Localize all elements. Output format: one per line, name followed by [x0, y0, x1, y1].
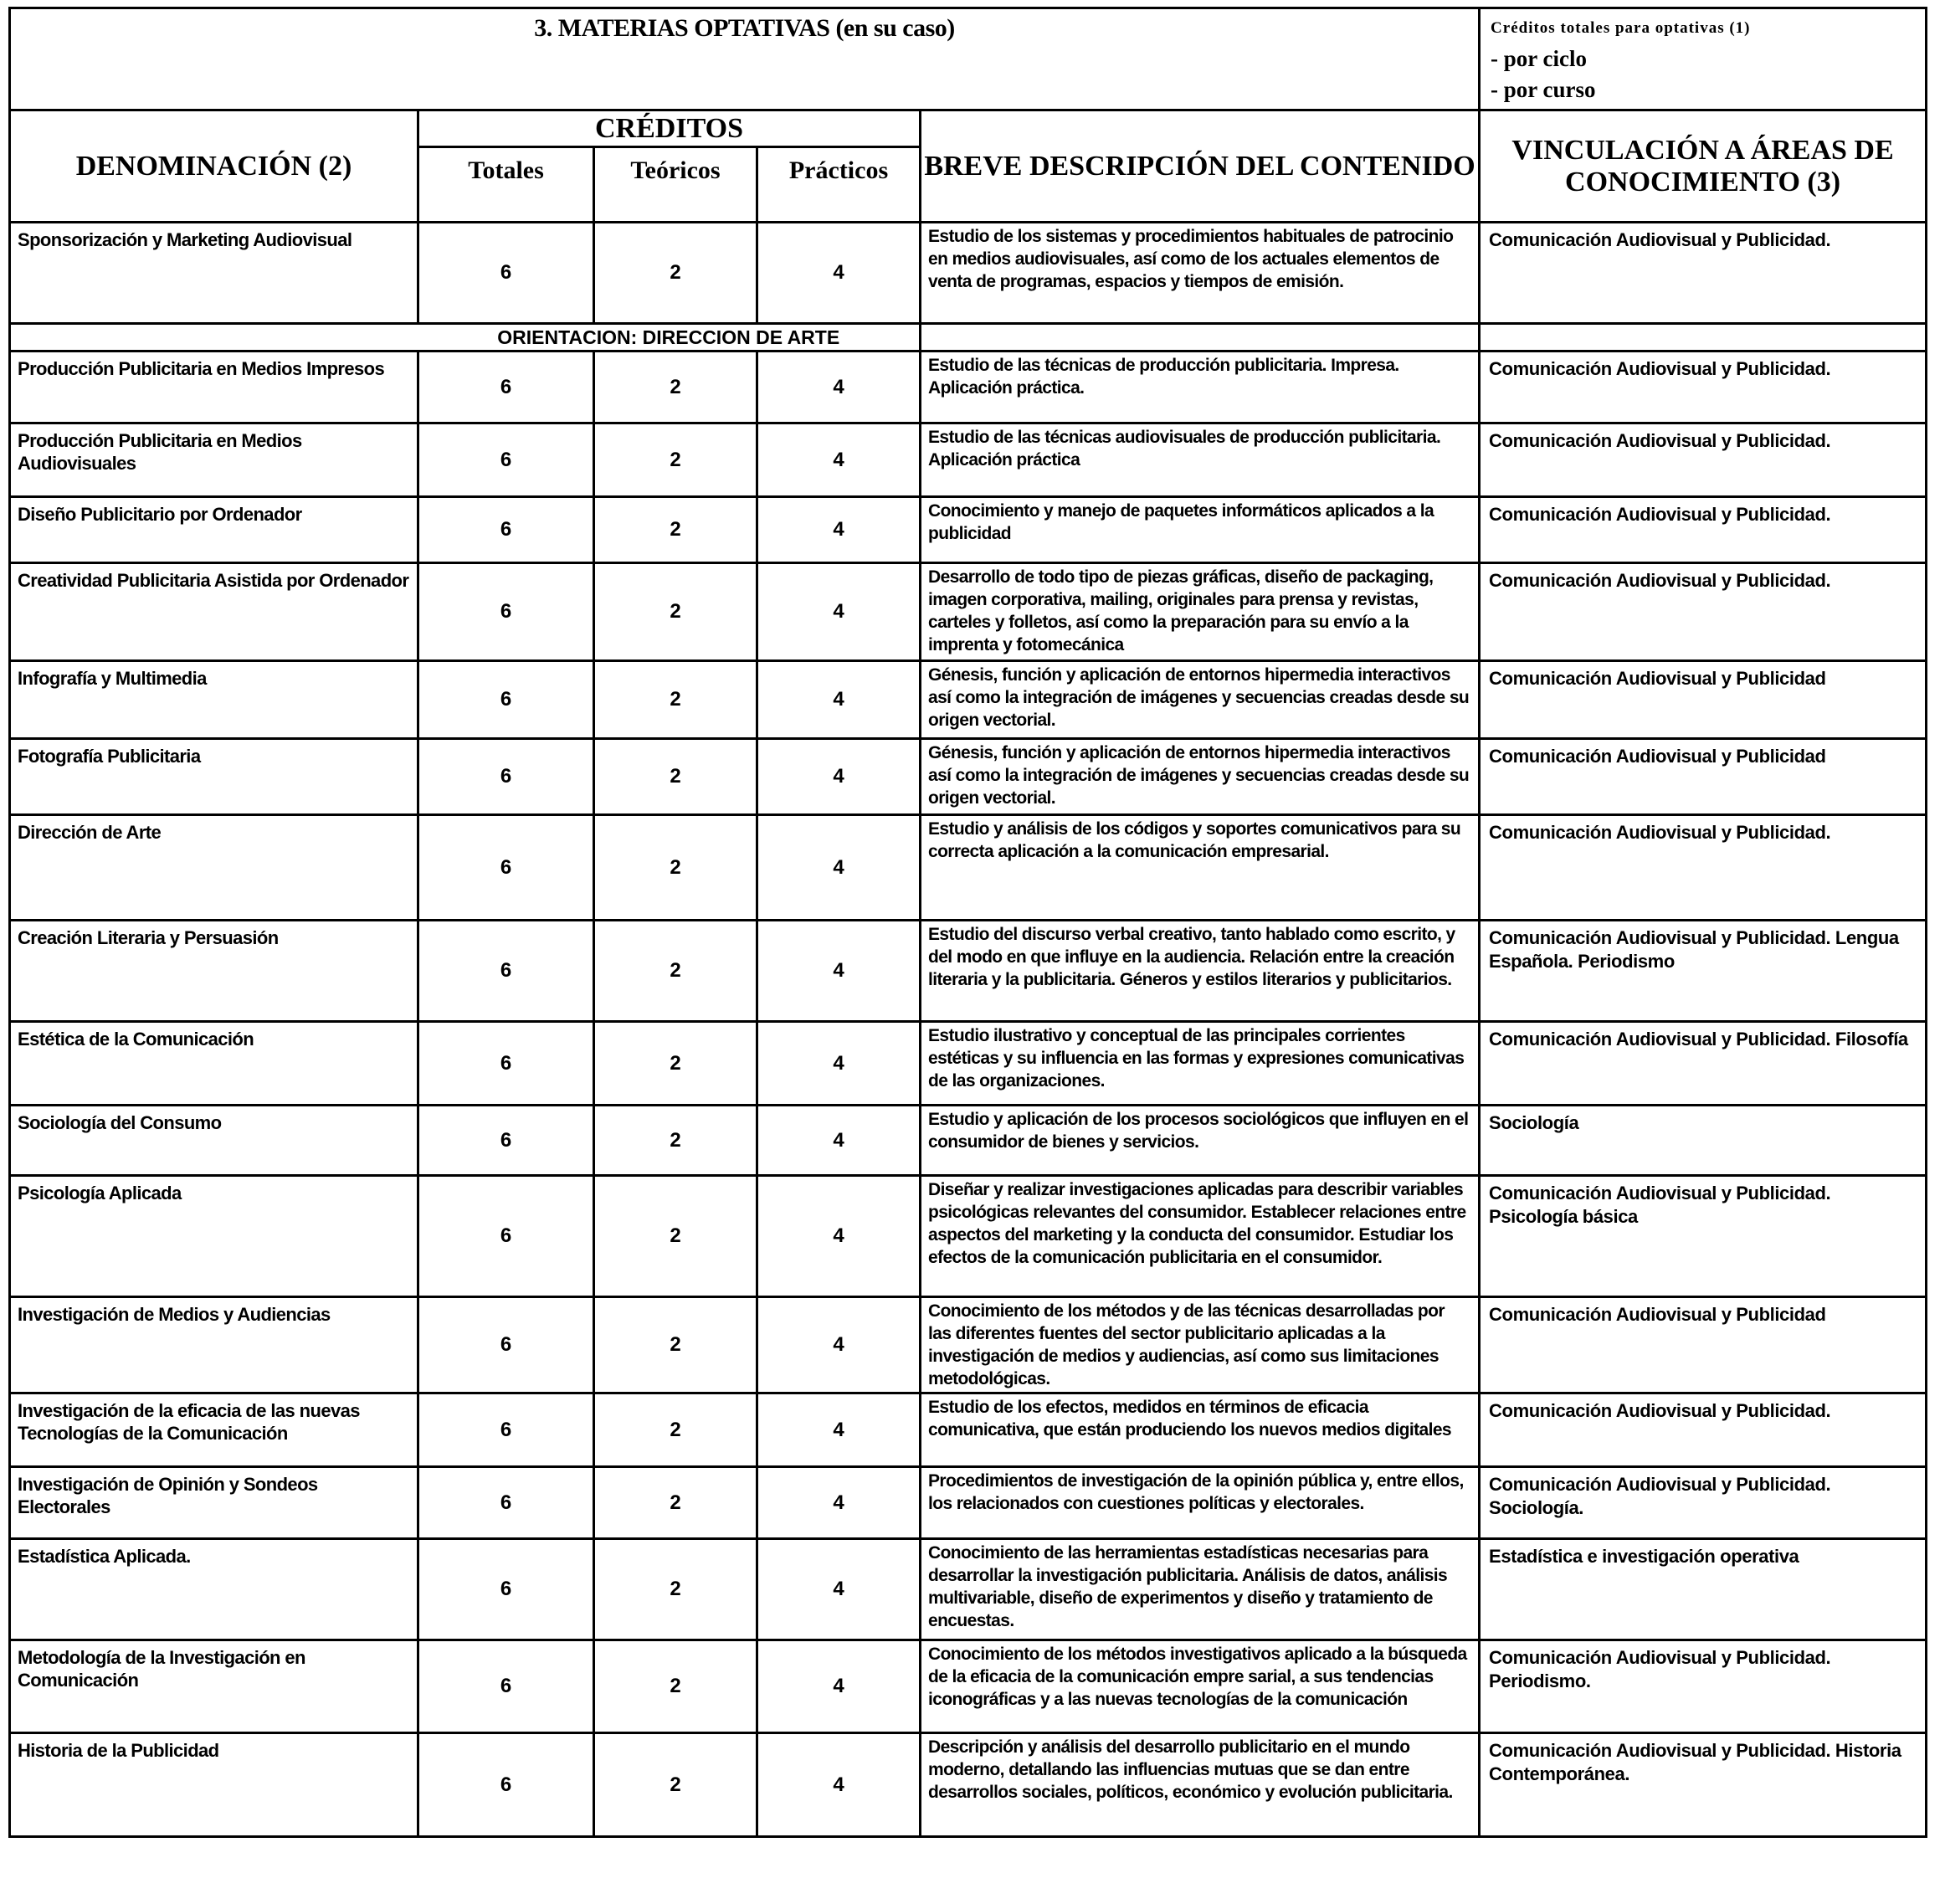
- subject-description: Estudio del discurso verbal creativo, tanto hablado como escrito, y del modo en que influye en la audiencia. Relación entre la creación literaria y la publicitaria. Géneros y estilos literarios y publicitarios.: [921, 921, 1480, 1022]
- credits-total: 6: [418, 223, 594, 324]
- credits-theory: 2: [594, 921, 757, 1022]
- credits-total: 6: [418, 352, 594, 423]
- credits-theory: 2: [594, 1106, 757, 1176]
- orientation-spacer-left: [10, 324, 418, 352]
- credits-practice: 4: [757, 1539, 921, 1640]
- knowledge-area: Comunicación Audiovisual y Publicidad.: [1480, 497, 1927, 563]
- credits-practice: 4: [757, 1022, 921, 1106]
- table-row: [10, 921, 1927, 1022]
- knowledge-area: Comunicación Audiovisual y Publicidad. Filosofía: [1480, 1022, 1927, 1106]
- col-header-practicos: Prácticos: [757, 147, 921, 223]
- subject-name: Estética de la Comunicación: [10, 1022, 418, 1106]
- col-header-denominacion: DENOMINACIÓN (2): [10, 110, 418, 223]
- col-header-vinculacion: VINCULACIÓN A ÁREAS DE CONOCIMIENTO (3): [1480, 110, 1927, 223]
- knowledge-area: Comunicación Audiovisual y Publicidad: [1480, 739, 1927, 815]
- table-row: [10, 1297, 1927, 1393]
- table-row: [10, 1176, 1927, 1297]
- credits-theory: 2: [594, 661, 757, 739]
- subject-description: Estudio ilustrativo y conceptual de las principales corrientes estéticas y su influencia en las formas y expresiones comunicativas de las organizaciones.: [921, 1022, 1480, 1106]
- credits-practice: 4: [757, 1733, 921, 1837]
- credits-theory: 2: [594, 1640, 757, 1733]
- subject-name: Producción Publicitaria en Medios Impresos: [10, 352, 418, 423]
- table-row: [10, 223, 1927, 324]
- table-row: [10, 1022, 1927, 1106]
- knowledge-area: Comunicación Audiovisual y Publicidad.: [1480, 815, 1927, 921]
- table-row: [10, 1467, 1927, 1539]
- credits-practice: 4: [757, 739, 921, 815]
- table-row: [10, 815, 1927, 921]
- credits-total: 6: [418, 1176, 594, 1297]
- table-row: [10, 739, 1927, 815]
- subject-description: Conocimiento de los métodos investigativos aplicado a la búsqueda de la eficacia de la comunicación empre sarial, a sus tendencias iconográficas y a las nuevas tecnologías de la comunicación: [921, 1640, 1480, 1733]
- credits-theory: 2: [594, 563, 757, 661]
- subject-name: Investigación de Opinión y Sondeos Electorales: [10, 1467, 418, 1539]
- credits-total: 6: [418, 739, 594, 815]
- credits-theory: 2: [594, 1393, 757, 1467]
- credits-theory: 2: [594, 223, 757, 324]
- credits-theory: 2: [594, 739, 757, 815]
- credits-theory: 2: [594, 1022, 757, 1106]
- title-row: [10, 8, 1927, 110]
- credits-practice: 4: [757, 1393, 921, 1467]
- knowledge-area: Comunicación Audiovisual y Publicidad. Historia Contemporánea.: [1480, 1733, 1927, 1837]
- credits-theory: 2: [594, 497, 757, 563]
- subject-description: Conocimiento de las herramientas estadísticas necesarias para desarrollar la investigación publicitaria. Análisis de datos, análisis multivariable, diseño de experimentos y diseño y tratamiento de encuestas.: [921, 1539, 1480, 1640]
- subject-name: Infografía y Multimedia: [10, 661, 418, 739]
- credits-practice: 4: [757, 921, 921, 1022]
- credits-practice: 4: [757, 1106, 921, 1176]
- credits-theory: 2: [594, 815, 757, 921]
- knowledge-area: Comunicación Audiovisual y Publicidad.: [1480, 223, 1927, 324]
- table-row: [10, 497, 1927, 563]
- subject-description: Estudio de los sistemas y procedimientos habituales de patrocinio en medios audiovisuales, así como de los actuales elementos de venta de programas, espacios y tiempos de emisión.: [921, 223, 1480, 324]
- credits-practice: 4: [757, 563, 921, 661]
- col-header-creditos: CRÉDITOS: [418, 110, 921, 147]
- credits-total: 6: [418, 423, 594, 497]
- per-course-label: - por curso: [1491, 77, 1596, 102]
- subject-name: Historia de la Publicidad: [10, 1733, 418, 1837]
- orientation-row: [10, 324, 1927, 352]
- credits-total: 6: [418, 1106, 594, 1176]
- subject-description: Diseñar y realizar investigaciones aplicadas para describir variables psicológicas relevantes del consumidor. Establecer relaciones entre aspectos del marketing y la conducta del consumidor. Estudiar los efectos de la comunicación publicitaria en el consumidor.: [921, 1176, 1480, 1297]
- col-header-teoricos: Teóricos: [594, 147, 757, 223]
- credits-total: 6: [418, 1393, 594, 1467]
- per-cycle-label: - por ciclo: [1491, 46, 1588, 71]
- subject-description: Génesis, función y aplicación de entornos hipermedia interactivos así como la integración de imágenes y secuencias creadas desde su origen vectorial.: [921, 661, 1480, 739]
- credits-practice: 4: [757, 1640, 921, 1733]
- orientation-label: ORIENTACION: DIRECCION DE ARTE: [418, 324, 921, 352]
- credits-theory: 2: [594, 1176, 757, 1297]
- credits-total: 6: [418, 1640, 594, 1733]
- table-row: [10, 1106, 1927, 1176]
- knowledge-area: Sociología: [1480, 1106, 1927, 1176]
- total-credits-label: Créditos totales para optativas (1): [1491, 19, 1751, 37]
- knowledge-area: Comunicación Audiovisual y Publicidad.: [1480, 1393, 1927, 1467]
- section-title: 3. MATERIAS OPTATIVAS (en su caso): [10, 8, 1480, 110]
- credits-theory: 2: [594, 1539, 757, 1640]
- knowledge-area: Comunicación Audiovisual y Publicidad. Psicología básica: [1480, 1176, 1927, 1297]
- subject-description: Procedimientos de investigación de la opinión pública y, entre ellos, los relacionados con cuestiones políticas y electorales.: [921, 1467, 1480, 1539]
- subject-name: Sponsorización y Marketing Audiovisual: [10, 223, 418, 324]
- credits-practice: 4: [757, 1467, 921, 1539]
- table-row: [10, 352, 1927, 423]
- credits-practice: 4: [757, 1176, 921, 1297]
- knowledge-area: Comunicación Audiovisual y Publicidad.: [1480, 423, 1927, 497]
- subject-description: Estudio de los efectos, medidos en términos de eficacia comunicativa, que están produciendo los nuevos medios digitales: [921, 1393, 1480, 1467]
- subject-description: Estudio y análisis de los códigos y soportes comunicativos para su correcta aplicación a la comunicación empresarial.: [921, 815, 1480, 921]
- credits-practice: 4: [757, 815, 921, 921]
- knowledge-area: Comunicación Audiovisual y Publicidad.: [1480, 352, 1927, 423]
- credits-theory: 2: [594, 352, 757, 423]
- subject-description: Génesis, función y aplicación de entornos hipermedia interactivos así como la integración de imágenes y secuencias creadas desde su origen vectorial.: [921, 739, 1480, 815]
- total-credits-box: [1480, 8, 1927, 110]
- knowledge-area: Comunicación Audiovisual y Publicidad: [1480, 661, 1927, 739]
- knowledge-area: Estadística e investigación operativa: [1480, 1539, 1927, 1640]
- credits-theory: 2: [594, 1733, 757, 1837]
- credits-practice: 4: [757, 497, 921, 563]
- table-row: [10, 563, 1927, 661]
- table-row: [10, 1539, 1927, 1640]
- credits-theory: 2: [594, 1297, 757, 1393]
- credits-theory: 2: [594, 423, 757, 497]
- subject-description: Descripción y análisis del desarrollo publicitario en el mundo moderno, detallando las influencias mutuas que se dan entre desarrollos sociales, políticos, económico y evolución publicitaria.: [921, 1733, 1480, 1837]
- subject-name: Psicología Aplicada: [10, 1176, 418, 1297]
- header-row-top: [10, 110, 1927, 147]
- credits-total: 6: [418, 661, 594, 739]
- optional-subjects-table: [8, 7, 1927, 1838]
- credits-total: 6: [418, 563, 594, 661]
- credits-total: 6: [418, 921, 594, 1022]
- credits-total: 6: [418, 1297, 594, 1393]
- table-row: [10, 1393, 1927, 1467]
- knowledge-area: Comunicación Audiovisual y Publicidad: [1480, 1297, 1927, 1393]
- subject-name: Estadística Aplicada.: [10, 1539, 418, 1640]
- credits-practice: 4: [757, 1297, 921, 1393]
- subject-name: Fotografía Publicitaria: [10, 739, 418, 815]
- subject-name: Creación Literaria y Persuasión: [10, 921, 418, 1022]
- table-row: [10, 1640, 1927, 1733]
- subject-description: Conocimiento de los métodos y de las técnicas desarrolladas por las diferentes fuentes del sector publicitario aplicadas a la investigación de medios y audiencias, así como sus limitaciones metodológicas.: [921, 1297, 1480, 1393]
- credits-total: 6: [418, 815, 594, 921]
- orientation-spacer-desc: [921, 324, 1480, 352]
- subject-description: Estudio de las técnicas de producción publicitaria. Impresa. Aplicación práctica.: [921, 352, 1480, 423]
- knowledge-area: Comunicación Audiovisual y Publicidad. Sociología.: [1480, 1467, 1927, 1539]
- credits-practice: 4: [757, 423, 921, 497]
- table-row: [10, 661, 1927, 739]
- subject-description: Desarrollo de todo tipo de piezas gráficas, diseño de packaging, imagen corporativa, mailing, originales para prensa y revistas, carteles y folletos, así como la preparación para su envío a la imprenta y fotomecánica: [921, 563, 1480, 661]
- subject-description: Estudio de las técnicas audiovisuales de producción publicitaria. Aplicación práctica: [921, 423, 1480, 497]
- credits-total: 6: [418, 1022, 594, 1106]
- subject-name: Investigación de la eficacia de las nuevas Tecnologías de la Comunicación: [10, 1393, 418, 1467]
- knowledge-area: Comunicación Audiovisual y Publicidad. Periodismo.: [1480, 1640, 1927, 1733]
- subject-name: Diseño Publicitario por Ordenador: [10, 497, 418, 563]
- subject-name: Investigación de Medios y Audiencias: [10, 1297, 418, 1393]
- subject-name: Creatividad Publicitaria Asistida por Ordenador: [10, 563, 418, 661]
- table-row: [10, 1733, 1927, 1837]
- credits-total: 6: [418, 1467, 594, 1539]
- credits-theory: 2: [594, 1467, 757, 1539]
- orientation-spacer-area: [1480, 324, 1927, 352]
- credits-practice: 4: [757, 223, 921, 324]
- optional-subjects-sheet: [8, 7, 1925, 1838]
- credits-practice: 4: [757, 661, 921, 739]
- subject-description: Estudio y aplicación de los procesos sociológicos que influyen en el consumidor de bienes y servicios.: [921, 1106, 1480, 1176]
- credits-total: 6: [418, 497, 594, 563]
- credits-total: 6: [418, 1733, 594, 1837]
- credits-practice: 4: [757, 352, 921, 423]
- subject-name: Metodología de la Investigación en Comunicación: [10, 1640, 418, 1733]
- table-row: [10, 423, 1927, 497]
- subject-description: Conocimiento y manejo de paquetes informáticos aplicados a la publicidad: [921, 497, 1480, 563]
- subject-name: Dirección de Arte: [10, 815, 418, 921]
- credits-total: 6: [418, 1539, 594, 1640]
- knowledge-area: Comunicación Audiovisual y Publicidad.: [1480, 563, 1927, 661]
- col-header-totales: Totales: [418, 147, 594, 223]
- subject-name: Producción Publicitaria en Medios Audiovisuales: [10, 423, 418, 497]
- subject-name: Sociología del Consumo: [10, 1106, 418, 1176]
- col-header-descripcion: BREVE DESCRIPCIÓN DEL CONTENIDO: [921, 110, 1480, 223]
- knowledge-area: Comunicación Audiovisual y Publicidad. Lengua Española. Periodismo: [1480, 921, 1927, 1022]
